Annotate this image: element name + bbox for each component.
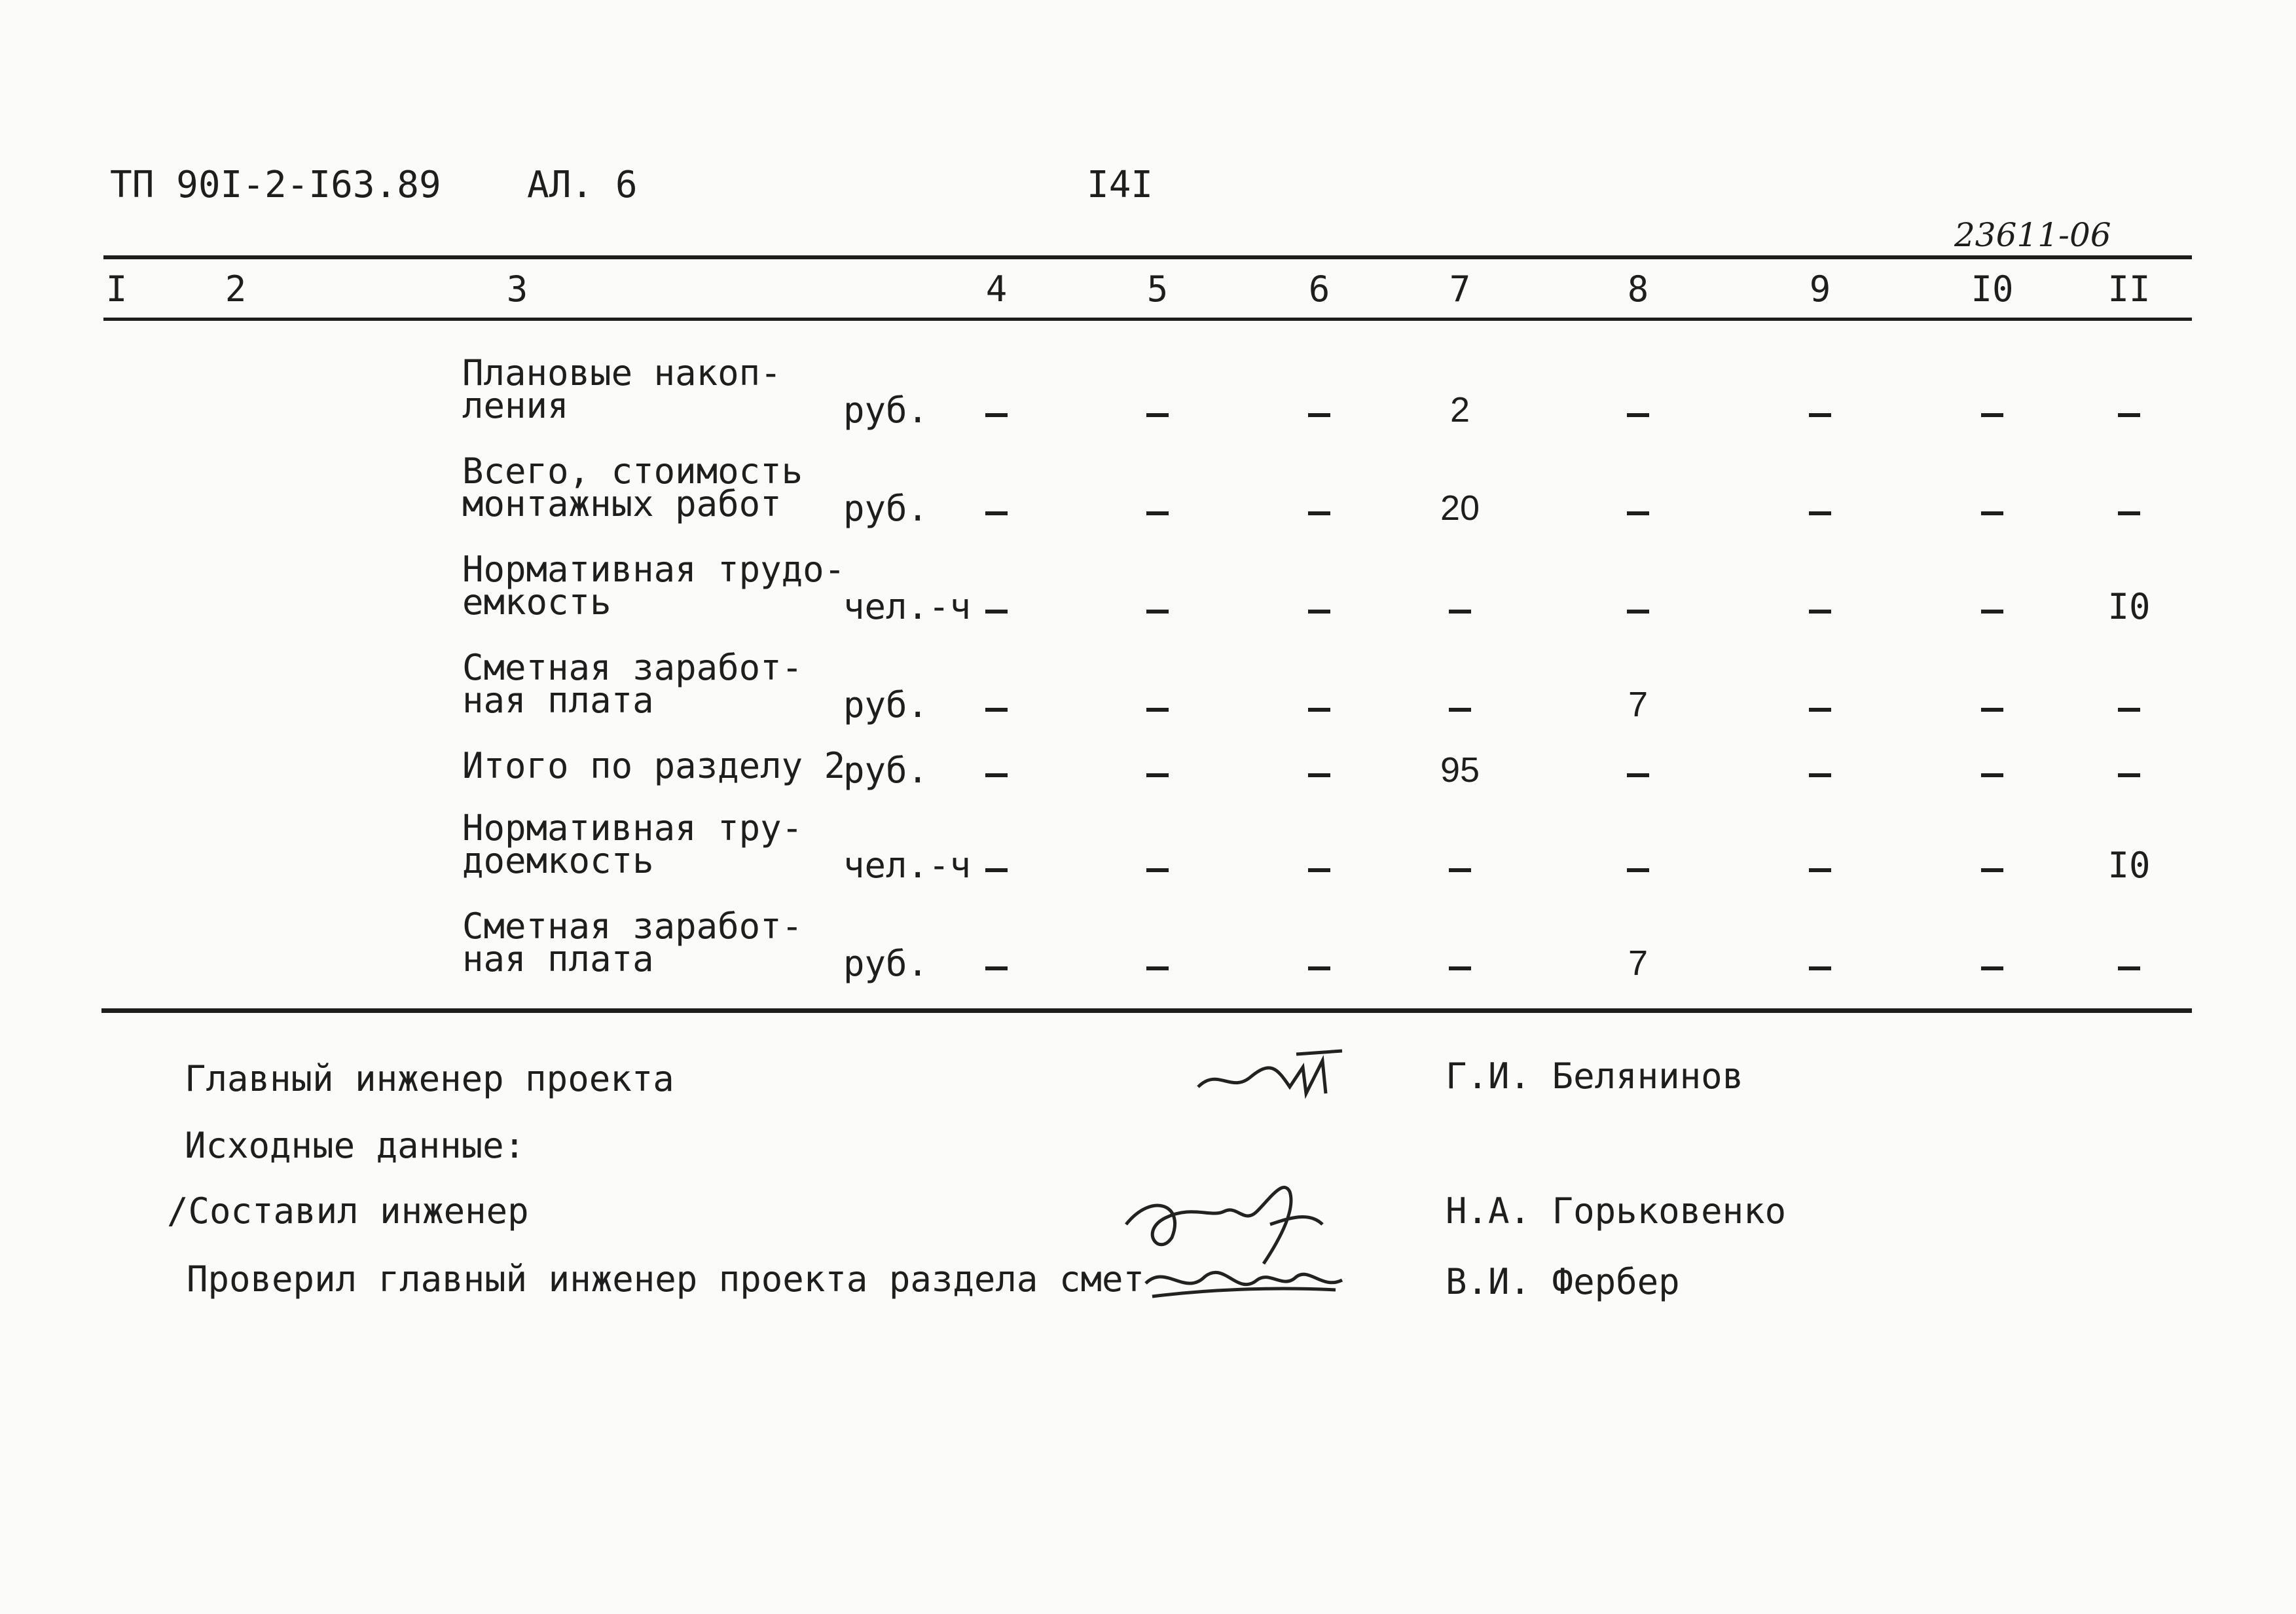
table-cell-dash xyxy=(1627,773,1649,777)
row-description: Сметная заработ- xyxy=(462,906,803,947)
column-number: 7 xyxy=(1449,268,1471,310)
column-number: 6 xyxy=(1308,268,1330,310)
table-cell-dash xyxy=(1308,773,1330,777)
table-cell-dash xyxy=(985,708,1008,712)
row-description: Всего, стоимость xyxy=(462,450,803,492)
table-cell: 95 xyxy=(1440,750,1480,790)
column-number: II xyxy=(2107,268,2151,310)
table-cell-dash xyxy=(2118,966,2140,970)
row-description: ная плата xyxy=(462,680,654,721)
row-unit: руб. xyxy=(843,390,929,431)
table-cell-dash xyxy=(985,610,1008,614)
table-cell-dash xyxy=(1146,511,1169,515)
row-description: ная плата xyxy=(462,938,654,980)
table-cell: I0 xyxy=(2107,845,2151,886)
table-cell-dash xyxy=(1981,413,2003,417)
row-unit: руб. xyxy=(843,943,929,984)
table-cell-dash xyxy=(1981,610,2003,614)
table-cell-dash xyxy=(1981,868,2003,872)
album-label: АЛ. 6 xyxy=(527,164,638,206)
column-number: 8 xyxy=(1627,268,1649,310)
column-number: 5 xyxy=(1146,268,1169,310)
row-description: Нормативная трудо- xyxy=(462,549,846,590)
table-cell: 7 xyxy=(1628,685,1649,724)
table-cell-dash xyxy=(1809,511,1831,515)
source-data-label: Исходные данные: xyxy=(185,1125,526,1166)
table-cell-dash xyxy=(2118,708,2140,712)
table-cell-dash xyxy=(1981,773,2003,777)
row-description: Нормативная тру- xyxy=(462,807,803,849)
row-unit: чел.-ч xyxy=(843,586,972,627)
table-cell-dash xyxy=(985,966,1008,970)
table-cell-dash xyxy=(1308,966,1330,970)
table-cell: 20 xyxy=(1440,488,1480,528)
table-cell-dash xyxy=(1627,511,1649,515)
table-top-rule xyxy=(103,255,2192,259)
table-cell-dash xyxy=(1308,610,1330,614)
table-cell-dash xyxy=(1449,708,1471,712)
table-cell-dash xyxy=(1981,511,2003,515)
table-cell-dash xyxy=(1308,413,1330,417)
table-cell-dash xyxy=(1627,413,1649,417)
table-cell-dash xyxy=(1146,708,1169,712)
column-number: 4 xyxy=(985,268,1008,310)
table-cell: 7 xyxy=(1628,944,1649,983)
row-description: Сметная заработ- xyxy=(462,647,803,688)
table-cell-dash xyxy=(985,868,1008,872)
row-description: емкость xyxy=(462,581,611,623)
table-cell-dash xyxy=(985,511,1008,515)
table-cell-dash xyxy=(1308,868,1330,872)
column-number: I xyxy=(105,268,128,310)
table-cell: I0 xyxy=(2107,586,2151,627)
table-cell-dash xyxy=(1627,868,1649,872)
row-description: доемкость xyxy=(462,840,654,881)
table-cell-dash xyxy=(1308,708,1330,712)
row-unit: руб. xyxy=(843,750,929,791)
chief-engineer-label: Главный инженер проекта xyxy=(185,1058,674,1099)
table-cell: 2 xyxy=(1449,390,1470,430)
chief-engineer-name: Г.И. Белянинов xyxy=(1446,1055,1744,1097)
table-cell-dash xyxy=(1809,708,1831,712)
handwritten-number: 23611-06 xyxy=(1954,216,2111,254)
table-cell-dash xyxy=(1146,966,1169,970)
row-description: Плановые накоп- xyxy=(462,352,782,394)
table-cell-dash xyxy=(1146,868,1169,872)
doc-code: ТП 90I-2-I63.89 xyxy=(110,164,441,206)
table-cell-dash xyxy=(1809,773,1831,777)
checked-name: В.И. Фербер xyxy=(1446,1261,1680,1302)
table-cell-dash xyxy=(1809,868,1831,872)
page-number: I4I xyxy=(1087,164,1154,206)
table-cell-dash xyxy=(985,773,1008,777)
compiled-label: /Составил инженер xyxy=(167,1190,529,1232)
row-unit: руб. xyxy=(843,488,929,529)
table-bottom-rule xyxy=(101,1008,2192,1013)
column-number: 2 xyxy=(225,268,247,310)
table-cell-dash xyxy=(2118,773,2140,777)
chief-engineer-signature xyxy=(1192,1041,1349,1113)
checked-label: Проверил главный инженер проекта раздела смет xyxy=(187,1258,1144,1300)
table-cell-dash xyxy=(1809,966,1831,970)
column-number: 3 xyxy=(506,268,528,310)
table-cell-dash xyxy=(1449,966,1471,970)
table-cell-dash xyxy=(1627,610,1649,614)
table-cell-dash xyxy=(1449,610,1471,614)
table-cell-dash xyxy=(1809,413,1831,417)
row-unit: чел.-ч xyxy=(843,845,972,886)
compiled-name: Н.А. Горьковенко xyxy=(1446,1190,1787,1232)
table-cell-dash xyxy=(2118,511,2140,515)
checker-signature xyxy=(1139,1251,1362,1316)
table-header-rule xyxy=(103,318,2192,321)
table-cell-dash xyxy=(1146,773,1169,777)
table-cell-dash xyxy=(2118,413,2140,417)
table-cell-dash xyxy=(1981,966,2003,970)
table-cell-dash xyxy=(1981,708,2003,712)
row-description: Итого по разделу 2 xyxy=(462,745,846,786)
table-cell-dash xyxy=(1308,511,1330,515)
row-unit: руб. xyxy=(843,684,929,725)
table-cell-dash xyxy=(1146,413,1169,417)
table-cell-dash xyxy=(1449,868,1471,872)
table-cell-dash xyxy=(1146,610,1169,614)
table-cell-dash xyxy=(985,413,1008,417)
column-number: I0 xyxy=(1971,268,2014,310)
table-cell-dash xyxy=(1809,610,1831,614)
column-number: 9 xyxy=(1809,268,1831,310)
row-description: монтажных работ xyxy=(462,483,782,524)
row-description: ления xyxy=(462,385,569,426)
